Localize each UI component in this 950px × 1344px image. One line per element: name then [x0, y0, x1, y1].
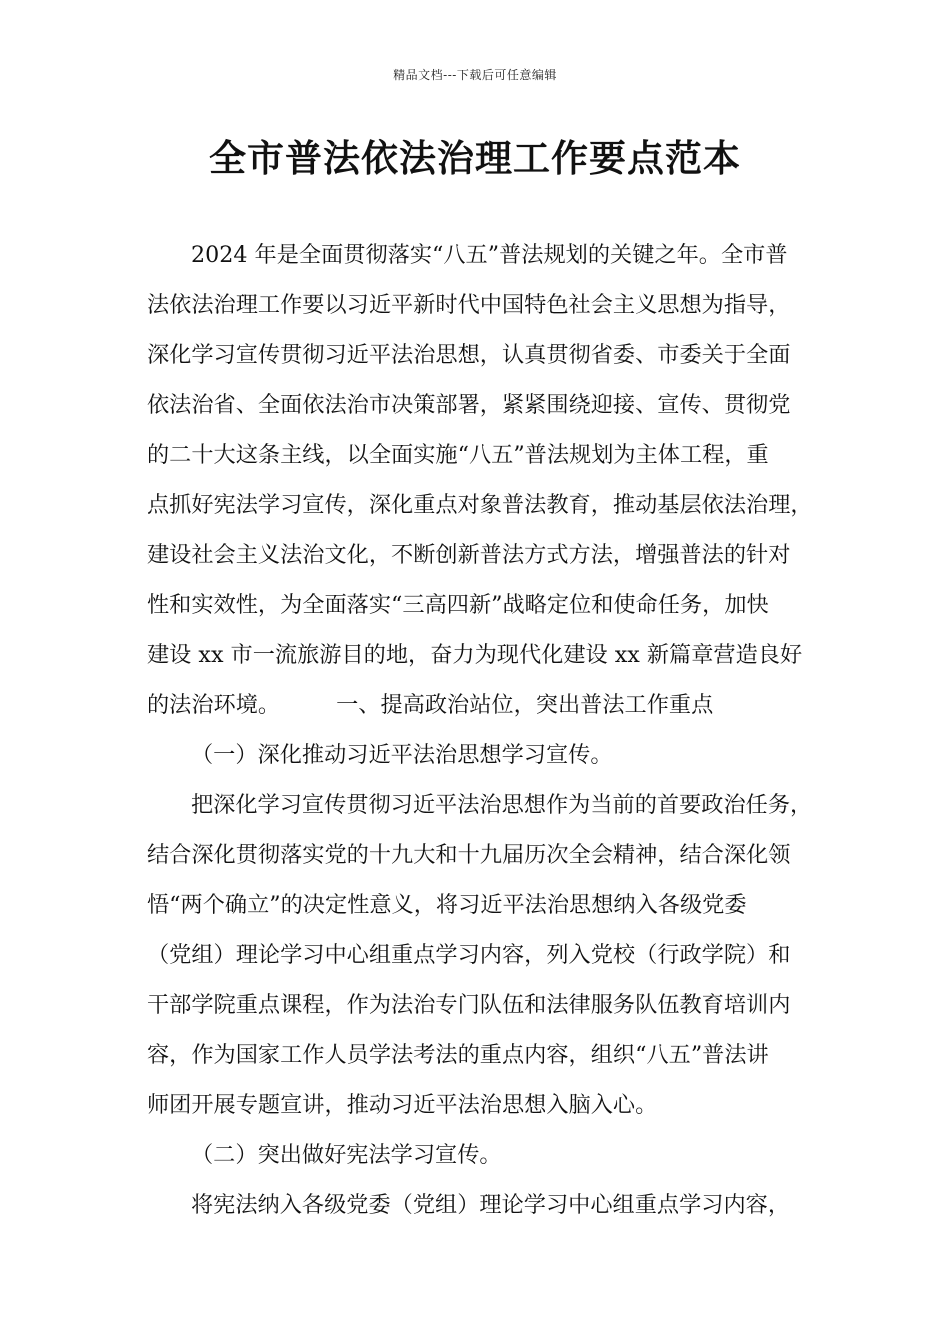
paragraph-line: 结合深化贯彻落实党的十九大和十九届历次全会精神，结合深化领	[147, 842, 791, 868]
paragraph-line: 建设 xx 市一流旅游目的地，奋力为现代化建设 xx 新篇章营造良好	[147, 642, 803, 668]
document-title: 全市普法依法治理工作要点范本	[209, 137, 741, 180]
paragraph-line: 的二十大这条主线，以全面实施“八五”普法规划为主体工程，重	[147, 442, 769, 468]
paragraph-line: 点抓好宪法学习宣传，深化重点对象普法教育，推动基层依法治理，	[147, 492, 813, 518]
paragraph-line: 悟“两个确立”的决定性意义，将习近平法治思想纳入各级党委	[147, 892, 747, 918]
document-body	[147, 230, 827, 1230]
subsection-heading: （二）突出做好宪法学习宣传。	[191, 1142, 502, 1168]
paragraph-line: 干部学院重点课程，作为法治专门队伍和法律服务队伍教育培训内	[147, 992, 791, 1018]
section-heading: 一、提高政治站位，突出普法工作重点	[336, 692, 714, 718]
page-header-note: 精品文档---下载后可任意编辑	[393, 68, 557, 82]
paragraph-line: 依法治省、全面依法治市决策部署，紧紧围绕迎接、宣传、贯彻党	[147, 392, 791, 418]
paragraph-line: （党组）理论学习中心组重点学习内容，列入党校（行政学院）和	[147, 942, 791, 968]
paragraph-line: 2024 年是全面贯彻落实“八五”普法规划的关键之年。全市普	[191, 242, 788, 268]
paragraph-line: 深化学习宣传贯彻习近平法治思想，认真贯彻省委、市委关于全面	[147, 342, 791, 368]
subsection-heading: （一）深化推动习近平法治思想学习宣传。	[191, 742, 613, 768]
paragraph-line: 容，作为国家工作人员学法考法的重点内容，组织“八五”普法讲	[147, 1042, 769, 1068]
paragraph-line: 师团开展专题宣讲，推动习近平法治思想入脑入心。	[147, 1092, 658, 1118]
paragraph-line-with-heading	[147, 680, 827, 730]
paragraph-line: 把深化学习宣传贯彻习近平法治思想作为当前的首要政治任务，	[191, 792, 813, 818]
paragraph-line: 性和实效性，为全面落实“三高四新”战略定位和使命任务，加快	[147, 592, 769, 618]
paragraph-line: 法依法治理工作要以习近平新时代中国特色社会主义思想为指导，	[147, 292, 791, 318]
paragraph-line: 将宪法纳入各级党委（党组）理论学习中心组重点学习内容，	[191, 1192, 791, 1218]
paragraph-line: 建设社会主义法治文化，不断创新普法方式方法，增强普法的针对	[147, 542, 791, 568]
paragraph-line: 的法治环境。	[147, 692, 281, 718]
